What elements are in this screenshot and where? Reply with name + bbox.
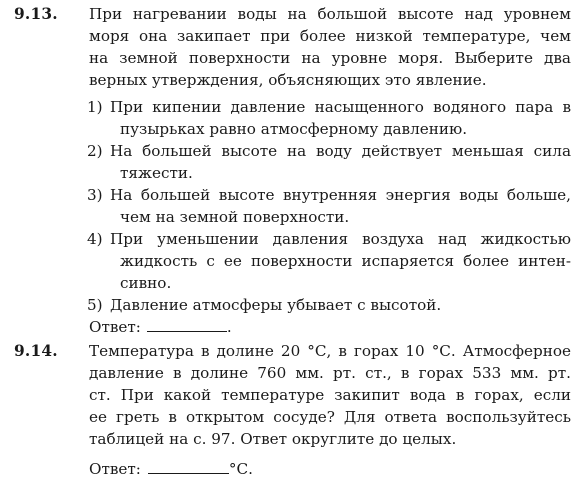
option-line: На большей высоте на воду действует меньшая сила: [110, 142, 571, 160]
option-line: сивно.: [120, 274, 172, 292]
problem-number: 9.14.: [14, 342, 58, 360]
answer-suffix: °С.: [228, 460, 253, 478]
option-line: При кипении давление насыщенного водяного пара в: [110, 98, 571, 116]
option-5: [87, 294, 571, 316]
stem-line: При нагревании воды на большой высоте над уровнем: [89, 5, 571, 23]
option-3: [87, 184, 571, 228]
stem-line: давление в долине 760 мм. рт. ст., в горах 533 мм. рт.: [89, 364, 571, 382]
option-number: 4): [87, 230, 103, 248]
stem-line: моря она закипает при более низкой температуре, чем: [89, 27, 571, 45]
answer-suffix: .: [226, 318, 232, 336]
option-line: пузырьках равно атмосферному давлению.: [120, 120, 468, 138]
option-line: жидкость с ее поверхности испаряется более интен-: [120, 252, 571, 270]
answer-label: Ответ:: [89, 318, 141, 336]
stem-line: верных утверждения, объясняющих это явление.: [89, 71, 487, 89]
option-line: тяжести.: [120, 164, 193, 182]
problem-stem: [89, 340, 571, 450]
option-line: На большей высоте внутренняя энергия воды больше,: [110, 186, 571, 204]
problem-9-14: [0, 340, 587, 480]
answer-options: [0, 96, 587, 316]
option-line: При уменьшении давления воздуха над жидкостью: [110, 230, 571, 248]
answer-blank[interactable]: [148, 460, 229, 474]
option-4: [87, 228, 571, 294]
option-1: [87, 96, 571, 140]
answer-line: [89, 458, 587, 480]
option-number: 3): [87, 186, 103, 204]
option-number: 1): [87, 98, 103, 116]
option-line: Давление атмосферы убывает с высотой.: [110, 296, 442, 314]
stem-line: таблицей на с. 97. Ответ округлите до целых.: [89, 430, 457, 448]
problem-number: 9.13.: [14, 5, 58, 23]
answer-blank[interactable]: [147, 318, 227, 332]
stem-line: ее греть в открытом сосуде? Для ответа воспользуйтесь: [89, 408, 571, 426]
stem-line: ст. При какой температуре закипит вода в горах, если: [89, 386, 571, 404]
option-2: [87, 140, 571, 184]
option-line: чем на земной поверхности.: [120, 208, 350, 226]
option-number: 5): [87, 296, 103, 314]
stem-line: Температура в долине 20 °С, в горах 10 °С. Атмосферное: [89, 342, 571, 360]
answer-line: [89, 316, 587, 338]
problem-9-13: [0, 3, 587, 338]
stem-line: на земной поверхности на уровне моря. Выберите два: [89, 49, 571, 67]
problem-stem: [89, 3, 571, 91]
answer-label: Ответ:: [89, 460, 141, 478]
option-number: 2): [87, 142, 103, 160]
